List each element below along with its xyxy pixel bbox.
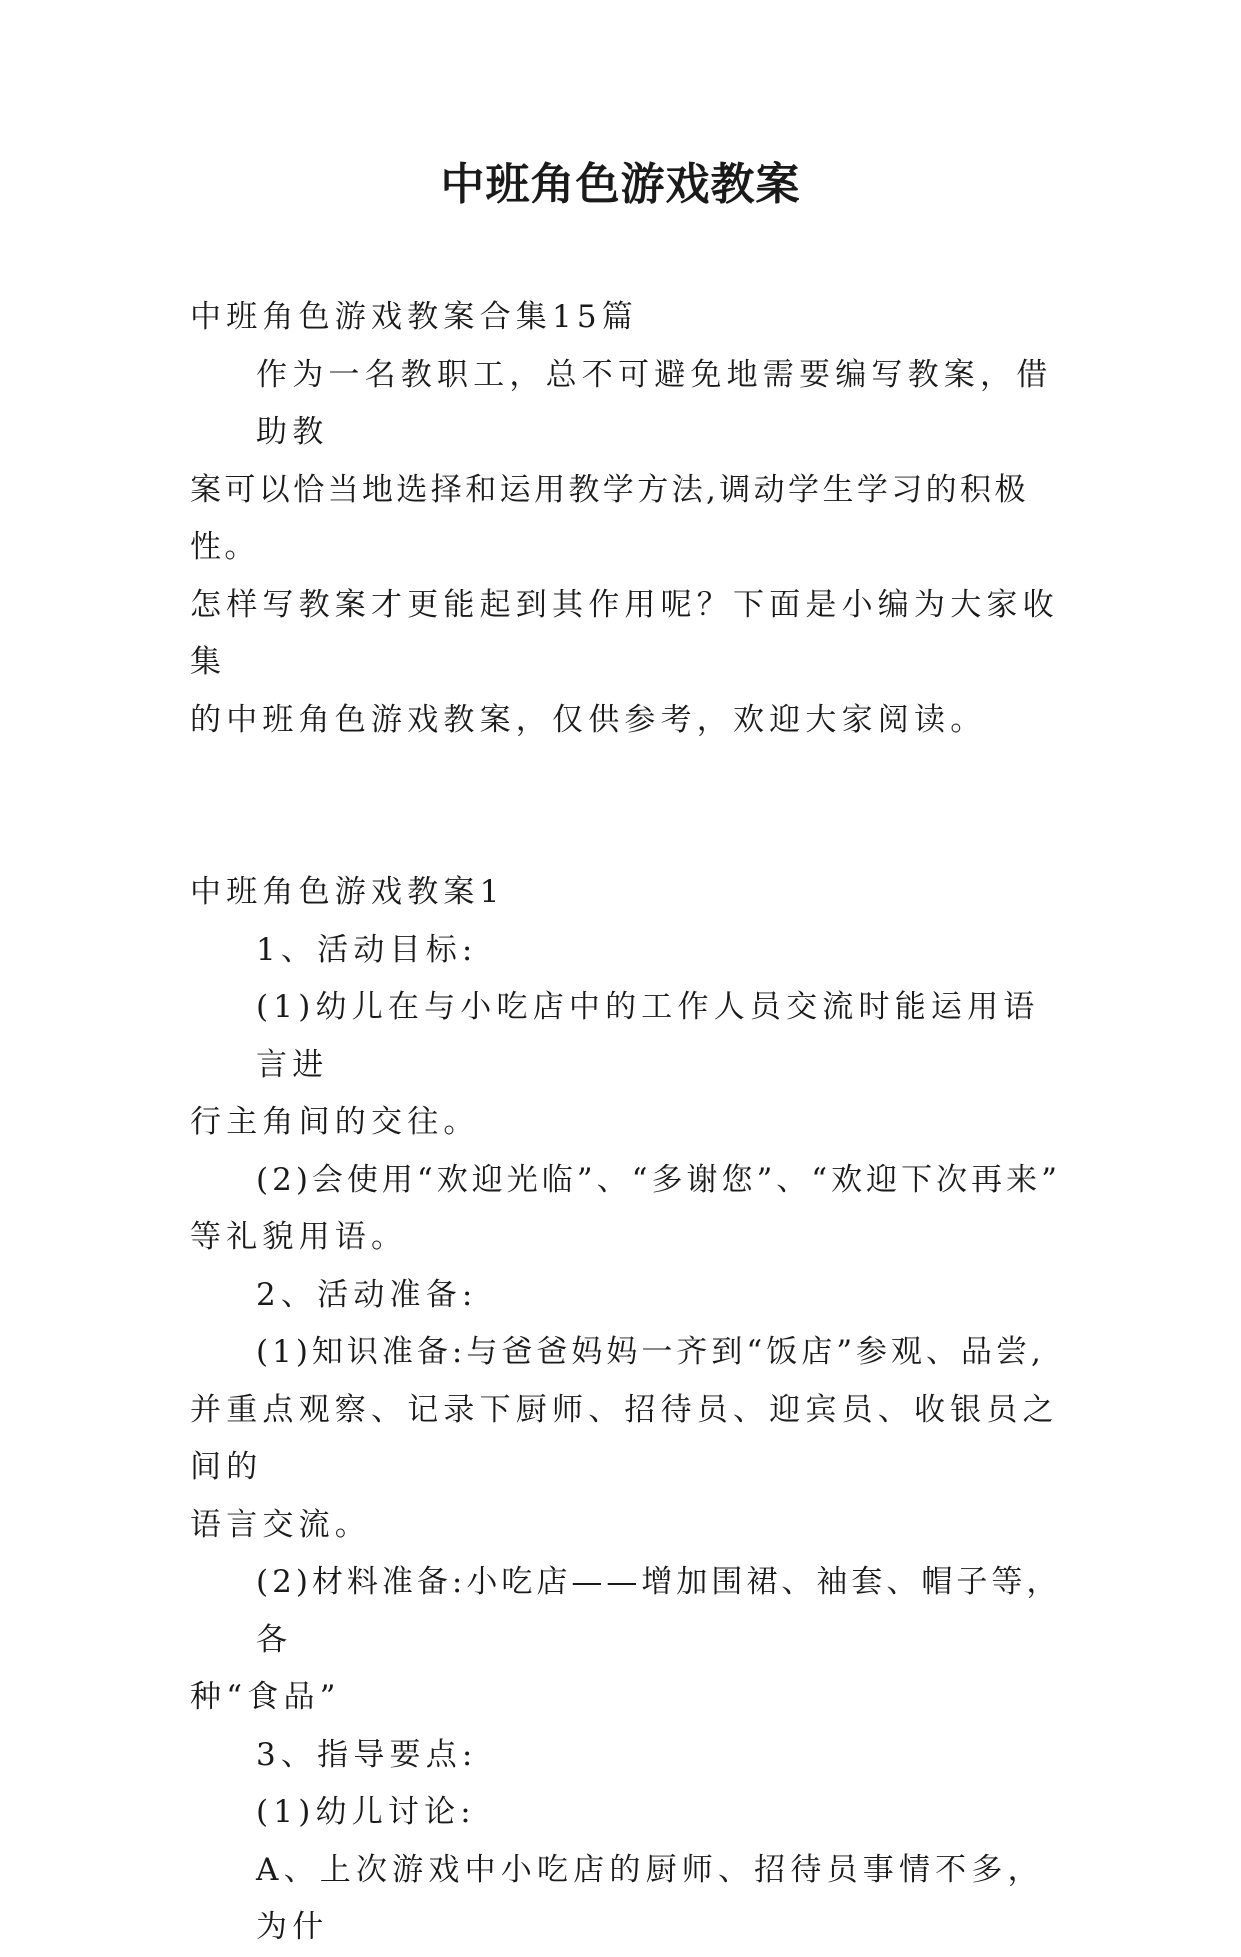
section-heading: 中班角色游戏教案1 [190,874,505,910]
paragraph-line: 并重点观察、记录下厨师、招待员、迎宾员、收银员之间的 [190,1391,1059,1485]
intro-line: 怎样写教案才更能起到其作用呢？下面是小编为大家收集 [190,586,1059,680]
paragraph-line: (2)材料准备:小吃店——增加围裙、袖套、帽子等，各 [256,1564,1062,1658]
paragraph-line: 等礼貌用语。 [190,1219,408,1255]
paragraph-line: 种“食品” [190,1679,341,1715]
intro-paragraph [190,347,1065,750]
document-title: 中班角色游戏教案 [440,159,801,210]
paragraph-line: 行主角间的交往。 [190,1104,480,1140]
paragraph-line: 语言交流。 [190,1506,371,1543]
activity-prep-heading: 2、活动准备: [256,1276,478,1313]
section-spacer [190,749,1065,864]
goal-item-1 [190,979,1065,1152]
guidance-heading: 3、指导要点: [256,1736,478,1773]
discussion-heading: (1)幼儿讨论: [256,1794,476,1830]
prep-item-2 [190,1554,1065,1727]
paragraph-line: (1)知识准备:与爸爸妈妈一齐到“饭店”参观、品尝, [256,1334,1045,1370]
document-subtitle: 中班角色游戏教案合集15篇 [190,299,639,335]
intro-line: 作为一名教职工，总不可避免地需要编写教案，借助教 [256,356,1053,450]
paragraph-line: A、上次游戏中小吃店的厨师、招待员事情不多，为什 [256,1851,1044,1945]
prep-item-1 [190,1324,1065,1554]
document-body [190,289,1065,1957]
paragraph-line: (2)会使用“欢迎光临”、“多谢您”、“欢迎下次再来” [256,1161,1061,1198]
activity-goals-heading: 1、活动目标: [256,931,478,968]
intro-line: 的中班角色游戏教案，仅供参考，欢迎大家阅读。 [190,701,987,738]
goal-item-2 [190,1152,1065,1267]
intro-line: 案可以恰当地选择和运用教学方法,调动学生学习的积极性。 [190,471,1029,565]
paragraph-line: (1)幼儿在与小吃店中的工作人员交流时能运用语言进 [256,989,1040,1083]
